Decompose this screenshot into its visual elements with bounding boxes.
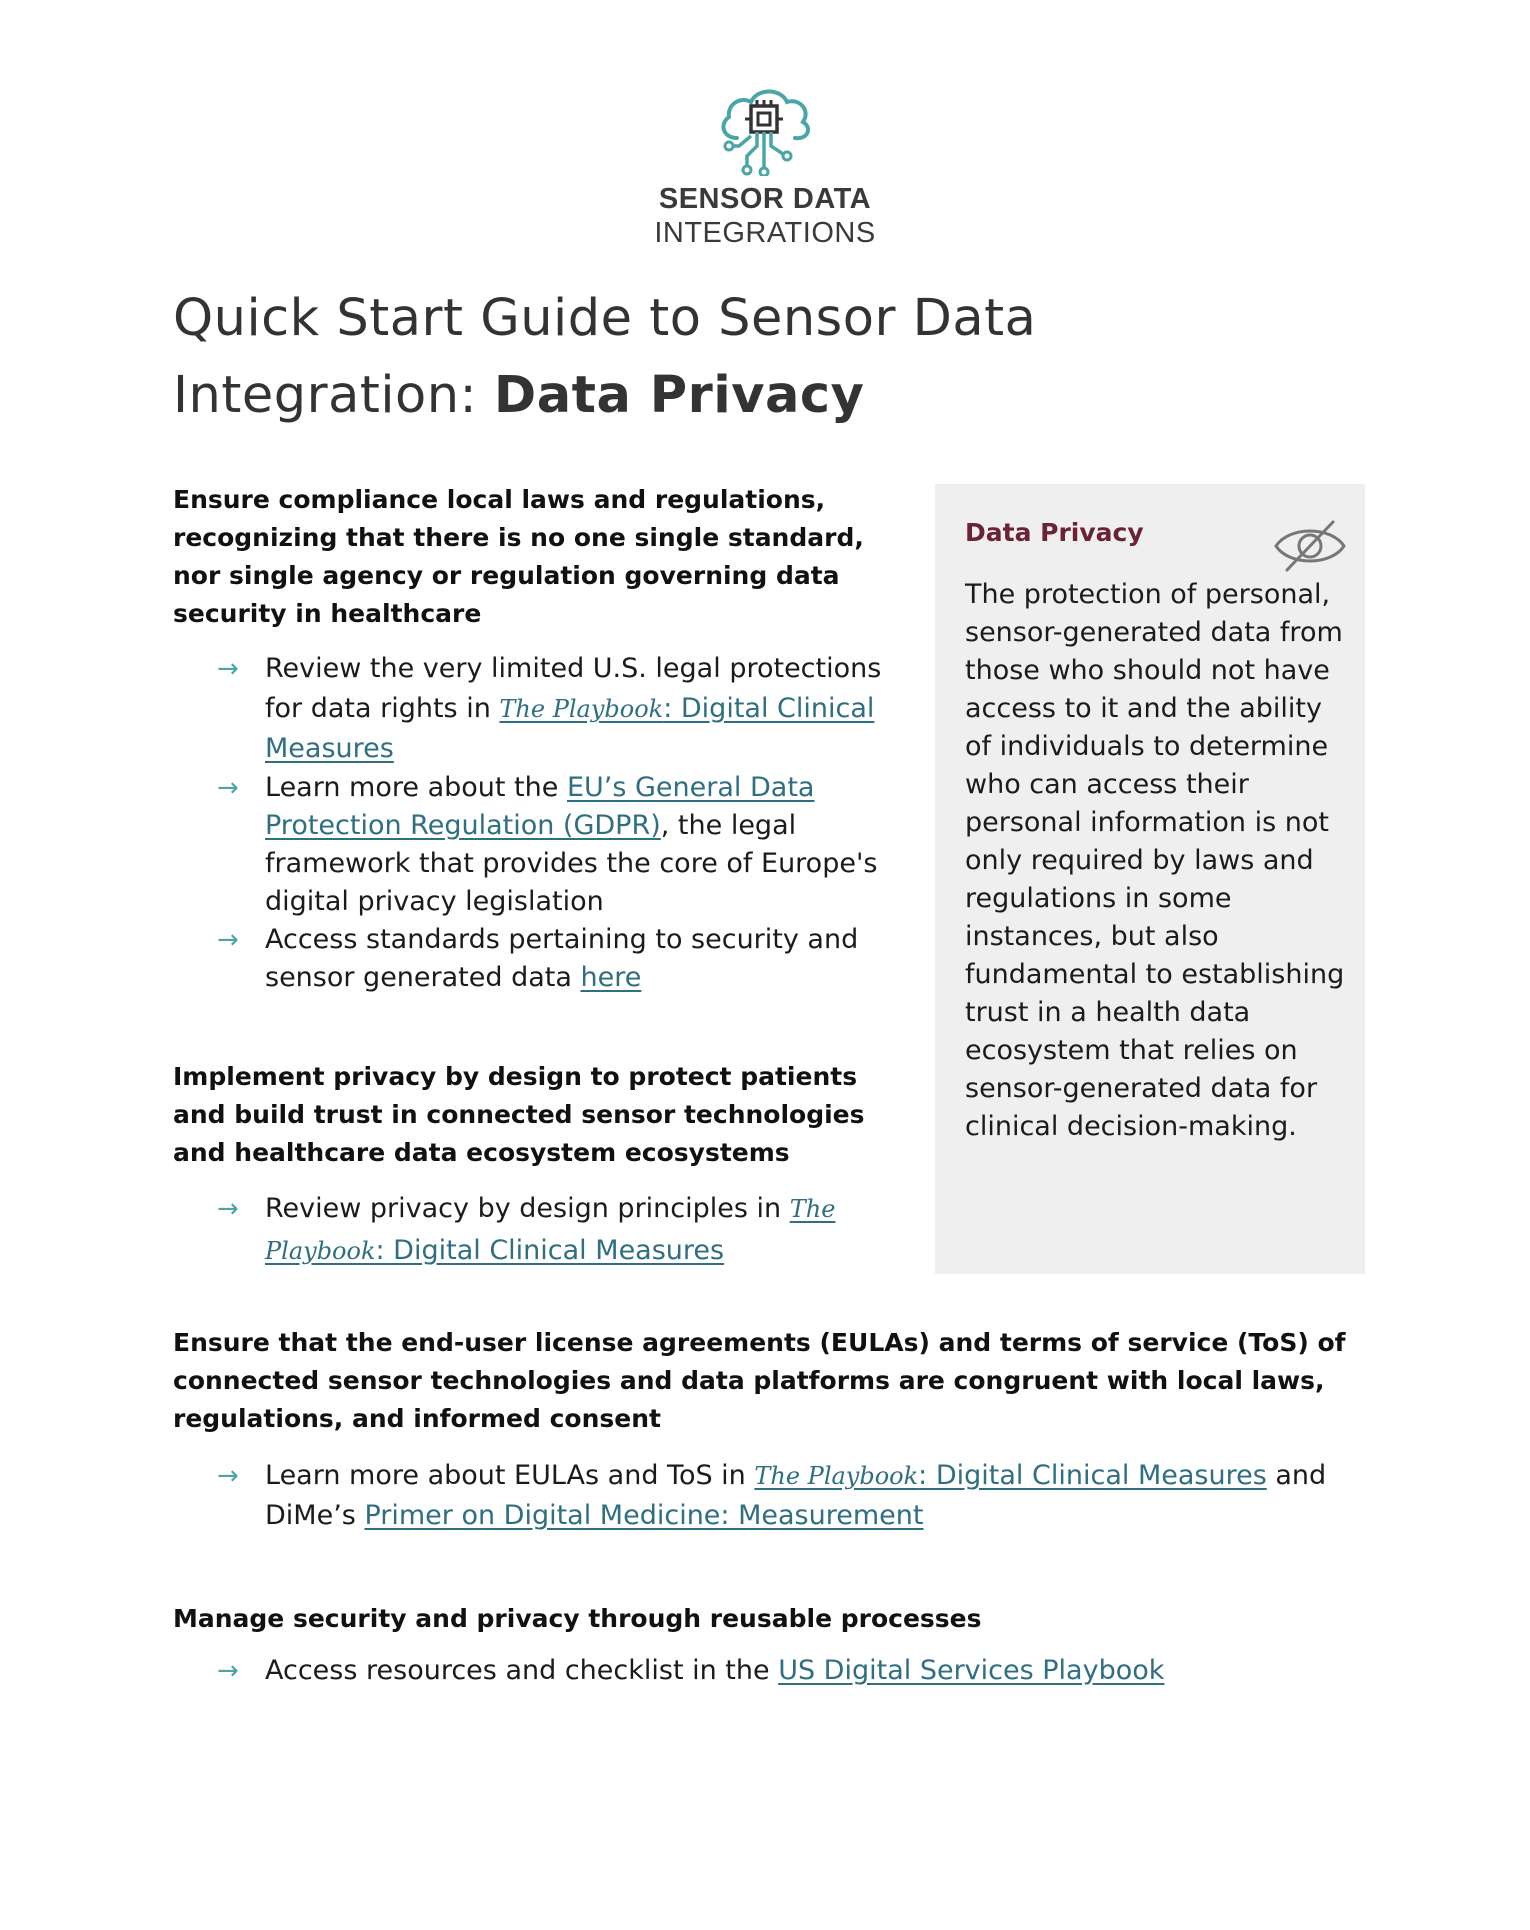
sidebar-title: Data Privacy	[965, 518, 1144, 547]
list-item	[173, 921, 913, 997]
arrow-right-icon: →	[217, 1461, 239, 1491]
section-compliance	[173, 481, 913, 997]
logo	[0, 84, 1530, 250]
list-item	[173, 649, 913, 769]
bullet-list	[173, 1188, 913, 1272]
list-item-text: Learn more about EULAs and ToS in	[265, 1460, 755, 1491]
section-heading: Ensure compliance local laws and regulations, recognizing that there is no one single standard, nor single agency or regulation governing data security in healthcare	[173, 485, 864, 628]
section-heading: Implement privacy by design to protect patients and build trust in connected sensor technologies and healthcare data ecosystem ecosystems	[173, 1062, 865, 1167]
page-title-regular: Quick Start Guide to Sensor Data Integration:	[173, 289, 1037, 425]
list-item-text: Review the very limited U.S. legal protections for data rights in	[265, 653, 882, 724]
logo-text-line1: SENSOR DATA	[658, 183, 872, 215]
list-item-text: , the legal framework that provides the core of Europe's digital privacy legislation	[265, 810, 878, 917]
standards-here-link[interactable]: here	[580, 962, 642, 993]
playbook-link-italic: The Playbook	[265, 1195, 836, 1265]
us-digital-services-link[interactable]: US Digital Services Playbook	[778, 1655, 1165, 1686]
bullet-list	[173, 1652, 1363, 1690]
cloud-chip-icon	[715, 84, 815, 176]
section-reusable-processes	[173, 1600, 1363, 1690]
list-item	[173, 1188, 913, 1272]
bullet-list	[173, 649, 913, 997]
list-item-text: Access standards pertaining to security and sensor generated data	[265, 924, 859, 993]
eye-slash-icon	[1273, 516, 1347, 576]
arrow-right-icon: →	[217, 1194, 239, 1224]
section-heading: Ensure that the end-user license agreements (EULAs) and terms of service (ToS) of connected sensor technologies and data platforms are congruent with local laws, regulations, and informed consent	[173, 1328, 1346, 1433]
arrow-right-icon: →	[217, 654, 239, 684]
arrow-right-icon: →	[217, 773, 239, 803]
playbook-link[interactable]	[754, 1460, 1266, 1491]
page-title	[173, 280, 1173, 434]
gdpr-link[interactable]: EU’s General Data Protection Regulation (GDPR)	[265, 772, 815, 841]
bullet-list	[173, 1456, 1363, 1536]
list-item-text: Learn more about the	[265, 772, 567, 803]
playbook-link-italic: The Playbook	[754, 1462, 919, 1490]
list-item-text: and DiMe’s	[265, 1460, 1327, 1531]
section-privacy-by-design	[173, 1058, 913, 1272]
playbook-link-italic: The Playbook	[499, 695, 664, 723]
page-title-bold: Data Privacy	[493, 366, 865, 425]
list-item	[173, 1456, 1363, 1536]
list-item	[173, 1652, 1363, 1690]
section-eulas	[173, 1324, 1363, 1536]
arrow-right-icon: →	[217, 925, 239, 955]
playbook-link-text: : Digital Clinical Measures	[265, 693, 875, 764]
playbook-link-text: : Digital Clinical Measures	[375, 1235, 725, 1266]
logo-text-line2: INTEGRATIONS	[654, 217, 876, 249]
arrow-right-icon: →	[217, 1656, 239, 1686]
list-item-text: Review privacy by design principles in	[265, 1193, 790, 1224]
list-item	[173, 769, 913, 921]
sidebar-definition: The protection of personal, sensor-generated data from those who should not have access to it and the ability of individuals to determine who can access their personal information is not only required by laws and regulations in some instances, but also fundamental to establishing trust in a health data ecosystem that relies on sensor-generated data for clinical decision-making.	[965, 579, 1345, 1142]
section-heading: Manage security and privacy through reusable processes	[173, 1604, 982, 1633]
playbook-link-text: : Digital Clinical Measures	[918, 1460, 1267, 1491]
definition-sidebar	[935, 484, 1365, 1274]
dime-primer-link[interactable]: Primer on Digital Medicine: Measurement	[364, 1500, 924, 1531]
list-item-text: Access resources and checklist in the	[265, 1655, 779, 1686]
